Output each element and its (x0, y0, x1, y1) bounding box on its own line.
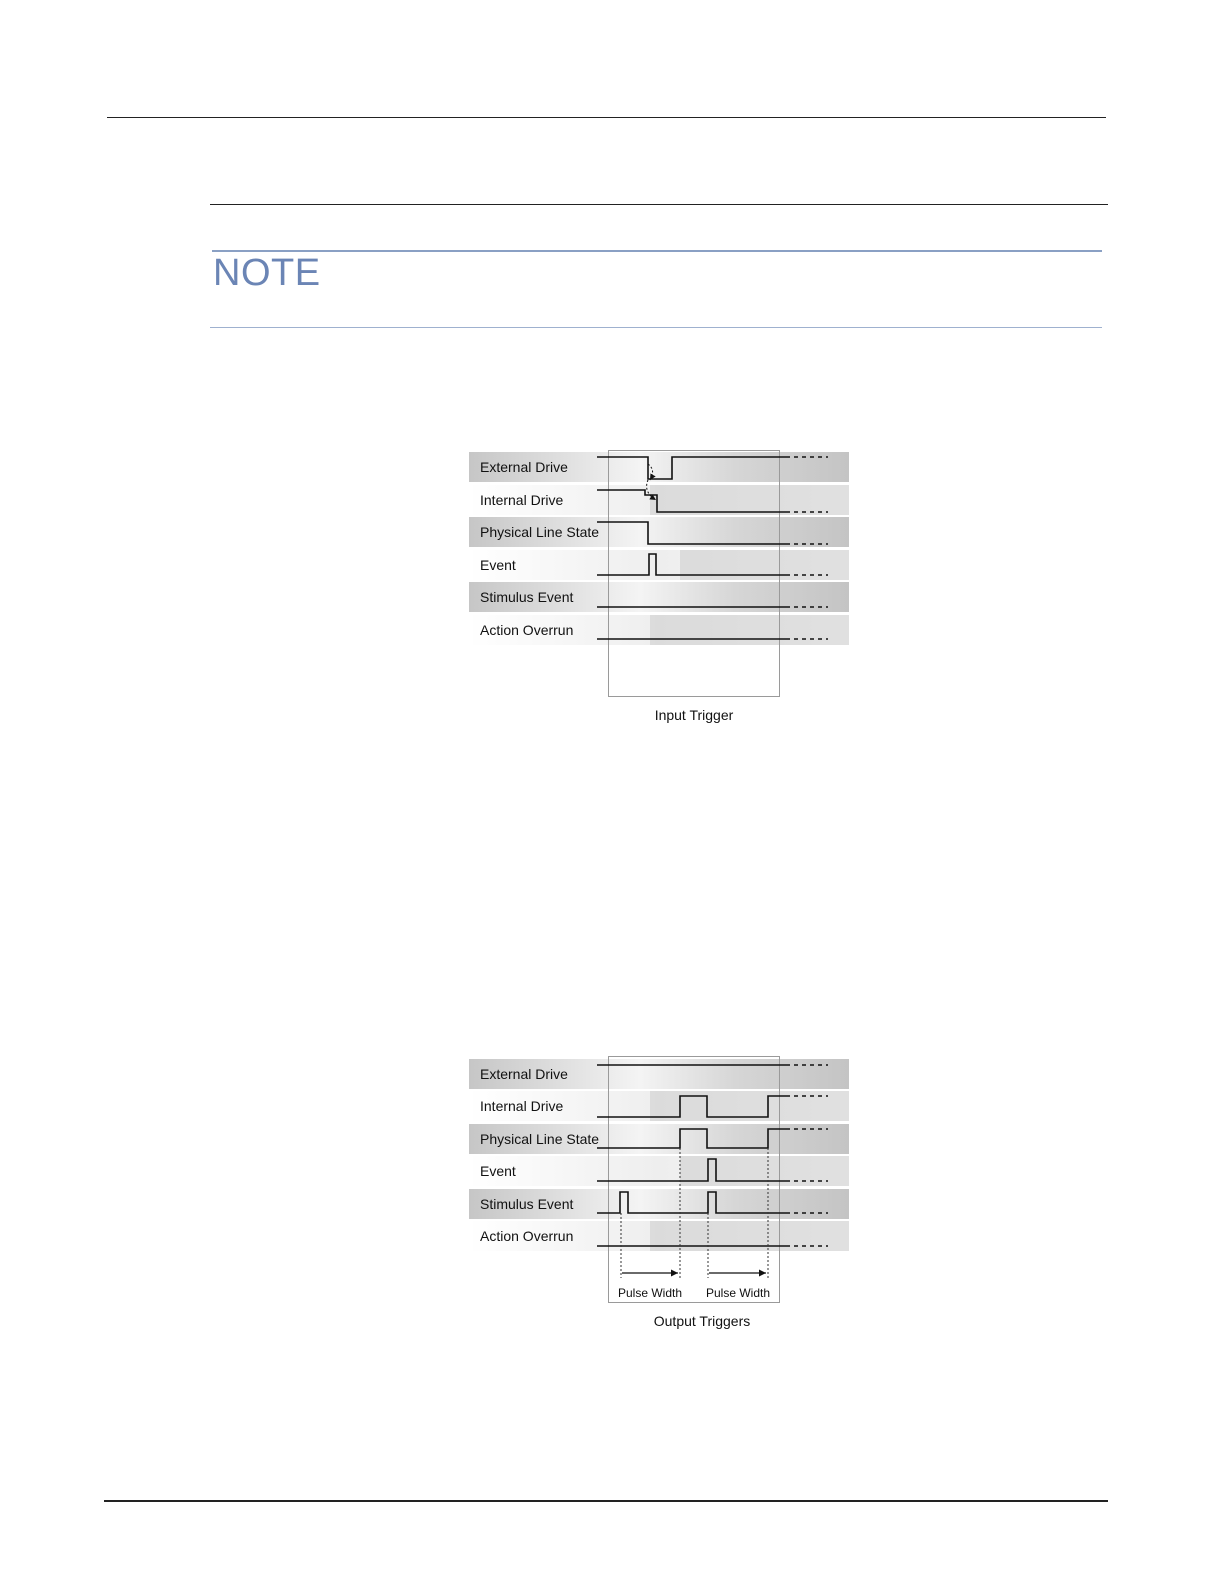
label-external-drive: External Drive (480, 459, 568, 475)
band-action-overrun-right (650, 615, 849, 645)
label-stimulus-event: Stimulus Event (480, 1196, 574, 1212)
label-external-drive: External Drive (480, 1066, 568, 1082)
caption-input-trigger: Input Trigger (654, 707, 734, 723)
section-rule (210, 204, 1108, 205)
label-physical-line-state: Physical Line State (480, 524, 600, 540)
page-footer-rule (104, 1500, 1108, 1502)
page-header-rule (107, 117, 1106, 118)
note-top-rule (212, 250, 1102, 252)
band-internal-drive-right (650, 485, 849, 515)
label-stimulus-event: Stimulus Event (480, 589, 574, 605)
label-action-overrun: Action Overrun (480, 622, 574, 638)
label-physical-line-state: Physical Line State (480, 1131, 600, 1147)
label-internal-drive: Internal Drive (480, 492, 564, 508)
label-event: Event (480, 557, 516, 573)
label-event: Event (480, 1163, 516, 1179)
note-heading: NOTE (213, 252, 321, 294)
caption-output-triggers: Output Triggers (653, 1313, 751, 1329)
pulse-width-label: Pulse Width (705, 1286, 771, 1300)
input-trigger-diagram (0, 440, 1224, 740)
label-action-overrun: Action Overrun (480, 1228, 574, 1244)
note-bottom-rule (210, 327, 1102, 328)
output-triggers-diagram (0, 1046, 1224, 1346)
pulse-width-label: Pulse Width (617, 1286, 683, 1300)
label-internal-drive: Internal Drive (480, 1098, 564, 1114)
